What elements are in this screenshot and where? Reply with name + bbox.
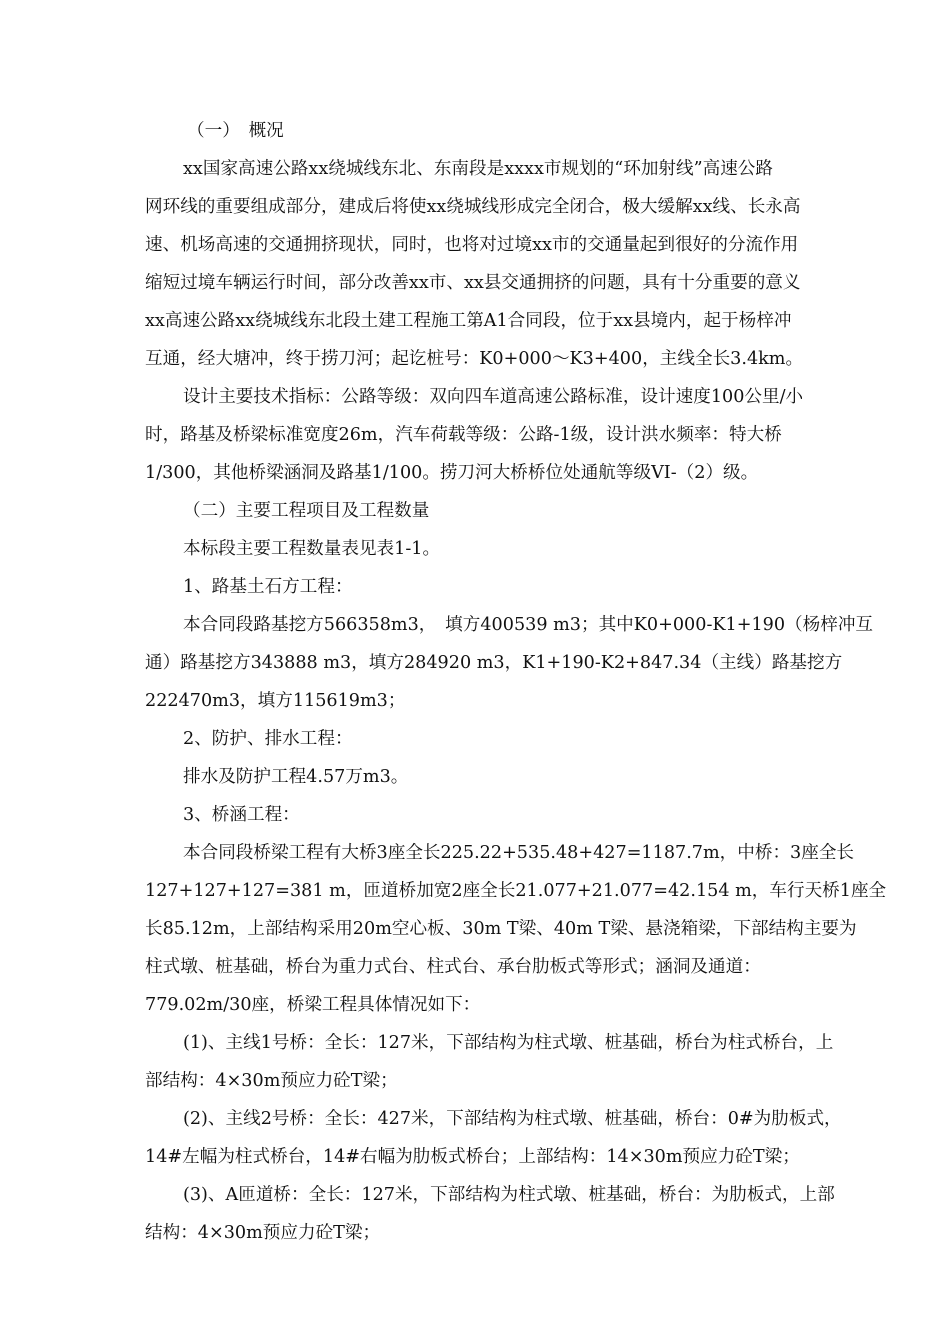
item3-heading: 3、桥涵工程： [183, 805, 300, 825]
item3-line: 779.02m/30座，桥梁工程具体情况如下： [145, 995, 481, 1015]
section1-para1-line: xx高速公路xx绕城线东北段土建工程施工第A1合同段，位于xx县境内，起于杨梓冲 [145, 311, 792, 331]
bridge2-line: (2)、主线2号桥：全长：427米，下部结构为柱式墩、桩基础，桥台：0#为肋板式， [183, 1109, 842, 1129]
section1-para1-line: 缩短过境车辆运行时间，部分改善xx市、xx县交通拥挤的问题，具有十分重要的意义 [145, 273, 801, 293]
section2-intro: 本标段主要工程数量表见表1-1。 [183, 539, 441, 559]
section1-para1-line: 速、机场高速的交通拥挤现状，同时，也将对过境xx市的交通量起到很好的分流作用 [145, 235, 799, 255]
section1-para2-line: 设计主要技术指标：公路等级：双向四车道高速公路标准，设计速度100公里/小 [183, 387, 804, 407]
item2-heading: 2、防护、排水工程： [183, 729, 353, 749]
item3-line: 柱式墩、桩基础，桥台为重力式台、柱式台、承台肋板式等形式；涵洞及通道： [145, 957, 761, 977]
bridge2-line: 14#左幅为柱式桥台，14#右幅为肋板式桥台；上部结构：14×30m预应力砼T梁； [145, 1147, 800, 1167]
item1-line: 本合同段路基挖方566358m3， 填方400539 m3；其中K0+000-K1+190（杨梓冲互 [183, 615, 874, 635]
section1-para1-line: 网环线的重要组成部分，建成后将使xx绕城线形成完全闭合，极大缓解xx线、长永高 [145, 197, 801, 217]
section1-para2-line: 1/300，其他桥梁涵洞及路基1/100。捞刀河大桥桥位处通航等级VI-（2）级。 [145, 463, 759, 483]
section2-heading: （二）主要工程项目及工程数量 [183, 501, 430, 521]
item1-heading: 1、路基土石方工程： [183, 577, 353, 597]
section1-para2-line: 时，路基及桥梁标准宽度26m，汽车荷载等级：公路-1级，设计洪水频率：特大桥 [145, 425, 782, 445]
section1-para1-line: 互通，经大塘冲，终于捞刀河；起讫桩号：K0+000～K3+400，主线全长3.4km。 [145, 349, 804, 369]
item3-line: 本合同段桥梁工程有大桥3座全长225.22+535.48+427=1187.7m，中桥：3座全长 [183, 843, 855, 863]
bridge1-line: 部结构：4×30m预应力砼T梁； [145, 1071, 398, 1091]
bridge3-line: (3)、A匝道桥：全长：127米，下部结构为柱式墩、桩基础，桥台：为肋板式，上部 [183, 1185, 835, 1205]
item1-line: 通）路基挖方343888 m3，填方284920 m3，K1+190-K2+847.34（主线）路基挖方 [145, 653, 843, 673]
item3-line: 长85.12m，上部结构采用20m空心板、30m T梁、40m T梁、悬浇箱梁，下部结构主要为 [145, 919, 857, 939]
item2-text: 排水及防护工程4.57万m3。 [183, 767, 409, 787]
bridge1-line: (1)、主线1号桥：全长：127米，下部结构为柱式墩、桩基础，桥台为柱式桥台，上 [183, 1033, 834, 1053]
section1-heading: （一） 概况 [187, 121, 284, 141]
item1-line: 222470m3，填方115619m3； [145, 691, 406, 711]
document-page [145, 112, 887, 1252]
section1-para1-line: xx国家高速公路xx绕城线东北、东南段是xxxx市规划的“环加射线”高速公路 [183, 159, 773, 179]
item3-line: 127+127+127=381 m，匝道桥加宽2座全长21.077+21.077=42.154 m，车行天桥1座全 [145, 881, 887, 901]
bridge3-line: 结构：4×30m预应力砼T梁； [145, 1223, 381, 1243]
